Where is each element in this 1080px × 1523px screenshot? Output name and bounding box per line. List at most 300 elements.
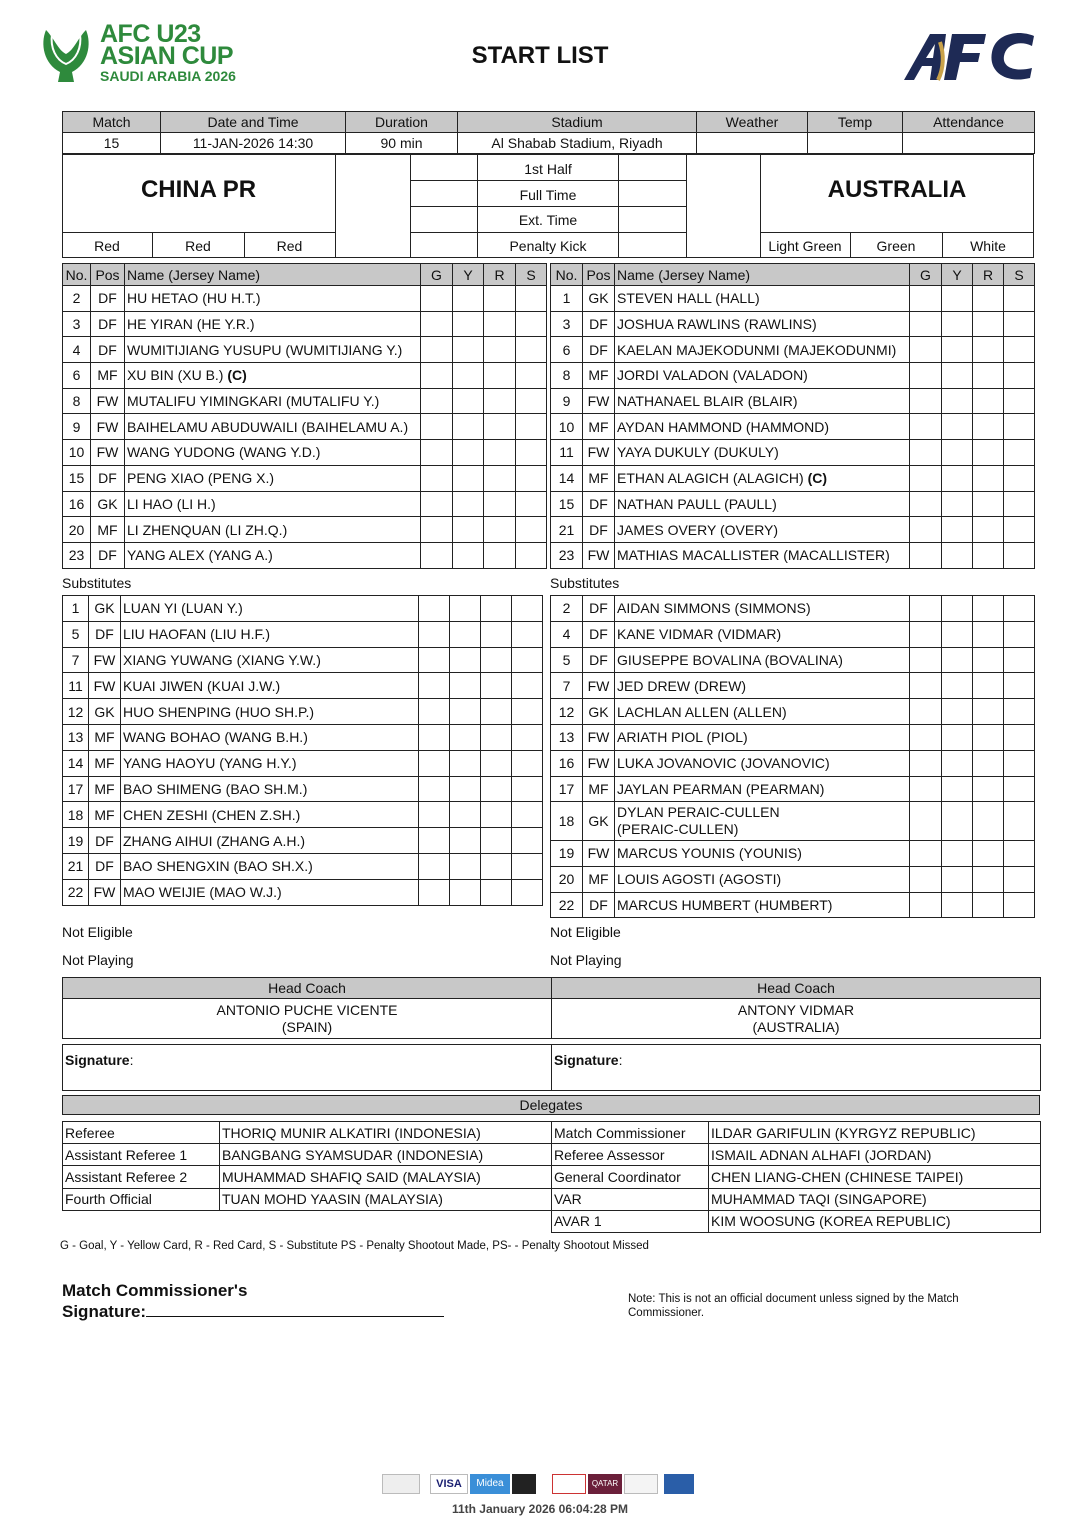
sponsor-midea: Midea [470,1474,510,1494]
player-number: 17 [551,776,583,802]
player-goal-cell [910,542,942,568]
player-sub-cell [512,596,543,622]
match-info-header-row [63,112,1035,133]
player-number: 10 [551,414,583,440]
player-name-cell [615,699,910,725]
player-position: FW [89,673,121,699]
player-position: DF [583,337,615,363]
player-red-cell [481,802,512,828]
player-sub-cell [516,440,547,466]
player-number: 9 [551,388,583,414]
player-sub-cell [516,465,547,491]
player-name: LI HAO (LI H.) [127,495,216,512]
player-name-cell [125,363,421,389]
player-name: LUKA JOVANOVIC (JOVANOVIC) [617,755,830,772]
player-sub-cell [516,311,547,337]
away-subs-table [550,595,1035,918]
player-goal-cell [910,440,942,466]
delegates-header [62,1095,1040,1115]
player-yellow-cell [942,517,973,543]
player-goal-cell [910,724,942,750]
player-red-cell [973,776,1004,802]
player-name-cell [615,542,910,568]
player-name-cell [125,388,421,414]
player-number: 4 [551,621,583,647]
away-signature-label: Signature [554,1052,619,1068]
player-position: MF [89,802,121,828]
table-row [63,853,543,879]
delegate-role: AVAR 1 [552,1210,709,1232]
player-position: DF [583,517,615,543]
player-red-cell [481,596,512,622]
away-signature-cell[interactable] [552,1045,1041,1091]
player-position: DF [583,596,615,622]
player-number: 19 [551,841,583,867]
player-name-cell [121,879,419,905]
table-row [551,596,1035,622]
disclaimer-note: Note: This is not an official document unless signed by the Match Commissioner. [628,1293,959,1319]
player-red-cell [973,542,1004,568]
player-red-cell [481,879,512,905]
player-position: DF [91,465,125,491]
player-number: 6 [551,337,583,363]
player-name: DYLAN PERAIC-CULLEN [617,804,780,821]
player-name: BAIHELAMU ABUDUWAILI (BAIHELAMU A.) [127,418,409,435]
table-row [63,517,547,543]
player-goal-cell [910,647,942,673]
player-sub-cell [1004,866,1035,892]
player-name: KAELAN MAJEKODUNMI (MAJEKODUNMI) [617,341,897,358]
table-row [63,440,547,466]
list-header-r: R [484,264,516,286]
player-position: FW [583,724,615,750]
player-red-cell [484,491,516,517]
away-kit-shirt: Light Green [768,238,842,254]
player-yellow-cell [450,647,481,673]
player-sub-cell [516,491,547,517]
home-not-eligible: Not Eligible [62,924,133,940]
player-name-cell [615,414,910,440]
delegate-name: TUAN MOHD YAASIN (MALAYSIA) [220,1188,552,1210]
player-yellow-cell [942,802,973,841]
player-goal-cell [419,750,450,776]
player-goal-cell [910,621,942,647]
player-name-cell [615,750,910,776]
player-name: ARIATH PIOL (PIOL) [617,729,748,746]
home-coach-cell [63,999,552,1039]
player-name: NATHANAEL BLAIR (BLAIR) [617,393,798,410]
player-sub-cell [512,621,543,647]
player-goal-cell [421,286,453,312]
player-yellow-cell [942,647,973,673]
player-position: DF [583,491,615,517]
mc-signature-line-2: Signature: [62,1302,147,1321]
table-row [63,802,543,828]
player-red-cell [484,363,516,389]
table-row [63,542,547,568]
player-sub-cell [1004,647,1035,673]
player-name: KUAI JIWEN (KUAI J.W.) [123,677,281,694]
player-name-cell [125,542,421,568]
player-position: GK [89,699,121,725]
player-position: FW [583,750,615,776]
delegate-row [552,1166,1041,1188]
table-row [551,414,1035,440]
stadium-header: Stadium [458,112,697,133]
player-name-cell [121,853,419,879]
player-red-cell [973,866,1004,892]
player-number: 5 [551,647,583,673]
player-name-cell [615,866,910,892]
player-sub-cell [1004,465,1035,491]
table-row [63,286,547,312]
table-row [63,828,543,854]
player-name-cell [121,596,419,622]
player-name: JAMES OVERY (OVERY) [617,521,779,538]
player-name: AIDAN SIMMONS (SIMMONS) [617,600,811,617]
player-position: DF [583,311,615,337]
penalty-kick-label: Penalty Kick [509,238,587,254]
delegate-name: KIM WOOSUNG (KOREA REPUBLIC) [709,1210,1041,1232]
player-red-cell [973,596,1004,622]
legend-text: G - Goal, Y - Yellow Card, R - Red Card, S - Substitute PS - Penalty Shootout Made, PS- - Penalty Shootout Missed [60,1240,649,1252]
player-sub-cell [512,879,543,905]
player-position: DF [583,647,615,673]
player-red-cell [481,647,512,673]
player-name: NATHAN PAULL (PAULL) [617,495,777,512]
away-substitutes-label: Substitutes [550,575,620,591]
player-sub-cell [512,776,543,802]
player-red-cell [973,724,1004,750]
player-red-cell [973,699,1004,725]
table-row [63,363,547,389]
home-kit-shirt: Red [94,238,120,254]
player-number: 10 [63,440,91,466]
player-name-cell [615,673,910,699]
delegate-role: Assistant Referee 1 [63,1144,220,1166]
player-goal-cell [419,776,450,802]
player-number: 12 [63,699,89,725]
table-row [63,776,543,802]
player-goal-cell [910,750,942,776]
player-position: FW [583,440,615,466]
player-name: LACHLAN ALLEN (ALLEN) [617,703,787,720]
player-sub-cell [1004,388,1035,414]
player-number: 12 [551,699,583,725]
player-sub-cell [1004,542,1035,568]
player-position: DF [91,286,125,312]
player-sub-cell [1004,440,1035,466]
player-goal-cell [910,337,942,363]
player-number: 2 [551,596,583,622]
list-header-g: G [421,264,453,286]
player-red-cell [973,440,1004,466]
player-position: MF [89,724,121,750]
match-duration: 90 min [346,133,458,154]
player-yellow-cell [942,750,973,776]
away-coach-name: ANTONY VIDMAR [737,1001,855,1018]
player-number: 14 [551,465,583,491]
delegate-row [63,1166,552,1188]
player-yellow-cell [450,776,481,802]
player-name: GIUSEPPE BOVALINA (BOVALINA) [617,651,843,668]
player-number: 11 [551,440,583,466]
player-name-cell [615,596,910,622]
list-header-y: Y [942,264,973,286]
home-signature-colon: : [129,1052,134,1068]
player-name: MARCUS HUMBERT (HUMBERT) [617,897,833,914]
player-name-cell [615,776,910,802]
list-header-pos: Pos [91,264,125,286]
player-position: DF [89,828,121,854]
player-number: 13 [551,724,583,750]
table-row [63,750,543,776]
player-red-cell [484,517,516,543]
player-red-cell [484,542,516,568]
player-red-cell [973,363,1004,389]
sponsor-logo-7 [624,1474,658,1494]
player-position: FW [583,673,615,699]
player-goal-cell [419,699,450,725]
player-number: 8 [63,388,91,414]
player-goal-cell [910,841,942,867]
home-signature-cell[interactable] [63,1045,552,1091]
player-yellow-cell [942,892,973,918]
delegate-role: Referee [63,1122,220,1144]
player-sub-cell [1004,892,1035,918]
player-red-cell [973,750,1004,776]
player-name-cell [121,802,419,828]
match-attendance [903,133,1035,154]
player-red-cell [484,388,516,414]
match-date: 11-JAN-2026 14:30 [161,133,346,154]
player-name-cell [615,892,910,918]
player-yellow-cell [450,673,481,699]
player-name-cell [121,828,419,854]
player-name-cell [125,286,421,312]
away-coach-header: Head Coach [552,978,1041,999]
match-stadium: Al Shabab Stadium, Riyadh [458,133,697,154]
afc-u23-logo [38,22,258,88]
mc-signature-line-1: Match Commissioner's [62,1281,248,1300]
player-position: MF [583,866,615,892]
player-red-cell [973,414,1004,440]
player-sub-cell [516,363,547,389]
table-row [551,841,1035,867]
player-name-cell [615,724,910,750]
list-header-s: S [516,264,547,286]
delegates-right-table [551,1121,1041,1233]
player-name: HU HETAO (HU H.T.) [127,290,261,307]
afc-logo [900,28,1040,86]
table-row [551,892,1035,918]
player-yellow-cell [453,337,484,363]
date-header: Date and Time [161,112,346,133]
player-name: JOSHUA RAWLINS (RAWLINS) [617,316,817,333]
player-number: 17 [63,776,89,802]
player-position: FW [583,388,615,414]
delegate-row [552,1210,1041,1232]
table-row [63,337,547,363]
player-number: 14 [63,750,89,776]
player-yellow-cell [453,517,484,543]
player-goal-cell [910,311,942,337]
table-row [551,491,1035,517]
home-kit-socks: Red [276,238,303,254]
table-row [63,465,547,491]
player-name: AYDAN HAMMOND (HAMMOND) [617,418,830,435]
player-sub-cell [1004,776,1035,802]
match-info-value-row [63,133,1035,154]
player-name-cell [615,388,910,414]
player-name-cell [121,750,419,776]
player-goal-cell [421,388,453,414]
mc-signature-line[interactable] [146,1316,444,1317]
logo-line-1: AFC U23 [100,20,201,48]
player-yellow-cell [942,388,973,414]
player-goal-cell [910,673,942,699]
match-number: 15 [63,133,161,154]
player-name-cell [125,517,421,543]
sponsor-logo-5 [552,1474,586,1494]
player-number: 4 [63,337,91,363]
player-yellow-cell [453,491,484,517]
list-header-r: R [973,264,1004,286]
player-position: DF [91,337,125,363]
player-sub-cell [1004,724,1035,750]
home-not-playing: Not Playing [62,952,134,968]
player-yellow-cell [942,621,973,647]
player-number: 3 [551,311,583,337]
home-coach-name: ANTONIO PUCHE VICENTE [216,1001,398,1018]
delegate-row [63,1144,552,1166]
list-header-row [551,264,1035,286]
player-name-cell [121,621,419,647]
list-header-no: No. [551,264,583,286]
player-name: YANG ALEX (YANG A.) [127,547,273,564]
player-position: MF [91,517,125,543]
player-name-cell [125,440,421,466]
delegate-role: Assistant Referee 2 [63,1166,220,1188]
table-row [551,621,1035,647]
delegate-name: BANGBANG SYAMSUDAR (INDONESIA) [220,1144,552,1166]
player-position: GK [583,699,615,725]
player-name-cell [615,337,910,363]
table-row [63,673,543,699]
table-row [551,647,1035,673]
player-name-cell [125,465,421,491]
table-row [63,724,543,750]
player-name: JORDI VALADON (VALADON) [617,367,808,384]
temp-header: Temp [808,112,903,133]
logo-line-3: SAUDI ARABIA 2026 [100,68,236,84]
delegate-name: MUHAMMAD SHAFIQ SAID (MALAYSIA) [220,1166,552,1188]
player-sub-cell [1004,841,1035,867]
signature-table [62,1044,1041,1091]
player-yellow-cell [453,440,484,466]
player-number: 13 [63,724,89,750]
table-row [551,286,1035,312]
player-yellow-cell [942,311,973,337]
player-red-cell [973,286,1004,312]
table-row [63,311,547,337]
player-position: FW [91,414,125,440]
player-name: BAO SHENGXIN (BAO SH.X.) [123,858,313,875]
table-row [63,699,543,725]
player-red-cell [973,621,1004,647]
player-yellow-cell [453,388,484,414]
player-name-cell [615,465,910,491]
player-goal-cell [419,621,450,647]
player-position: FW [583,841,615,867]
player-goal-cell [910,388,942,414]
player-position: DF [91,542,125,568]
player-name-cell [121,724,419,750]
player-goal-cell [419,853,450,879]
player-yellow-cell [450,853,481,879]
list-header-g: G [910,264,942,286]
player-yellow-cell [942,542,973,568]
player-sub-cell [512,750,543,776]
player-position: MF [583,776,615,802]
player-number: 6 [63,363,91,389]
player-name-cell [125,337,421,363]
player-number: 8 [551,363,583,389]
player-goal-cell [421,465,453,491]
player-sub-cell [512,802,543,828]
player-red-cell [973,517,1004,543]
player-goal-cell [910,892,942,918]
away-signature-colon: : [618,1052,623,1068]
player-yellow-cell [942,776,973,802]
delegate-name: CHEN LIANG-CHEN (CHINESE TAIPEI) [709,1166,1041,1188]
table-row [551,776,1035,802]
player-goal-cell [910,517,942,543]
player-name: LI ZHENQUAN (LI ZH.Q.) [127,521,288,538]
player-goal-cell [910,699,942,725]
player-red-cell [484,311,516,337]
player-goal-cell [421,311,453,337]
player-yellow-cell [453,542,484,568]
player-yellow-cell [942,414,973,440]
player-number: 18 [63,802,89,828]
player-position: FW [91,440,125,466]
player-yellow-cell [450,828,481,854]
player-goal-cell [910,596,942,622]
table-row [551,699,1035,725]
player-sub-cell [1004,363,1035,389]
away-not-playing: Not Playing [550,952,622,968]
list-header-pos: Pos [583,264,615,286]
delegate-name: THORIQ MUNIR ALKATIRI (INDONESIA) [220,1122,552,1144]
player-goal-cell [421,542,453,568]
delegate-name: ILDAR GARIFULIN (KYRGYZ REPUBLIC) [709,1122,1041,1144]
attendance-header: Attendance [903,112,1035,133]
table-row [551,750,1035,776]
player-yellow-cell [450,621,481,647]
player-goal-cell [910,776,942,802]
player-position: DF [91,311,125,337]
player-red-cell [484,440,516,466]
player-position: MF [89,750,121,776]
away-starters-table [550,263,1035,569]
player-goal-cell [419,828,450,854]
table-row [63,414,547,440]
delegate-row [63,1122,552,1144]
player-sub-cell [1004,337,1035,363]
player-position: GK [583,802,615,841]
player-red-cell [973,388,1004,414]
